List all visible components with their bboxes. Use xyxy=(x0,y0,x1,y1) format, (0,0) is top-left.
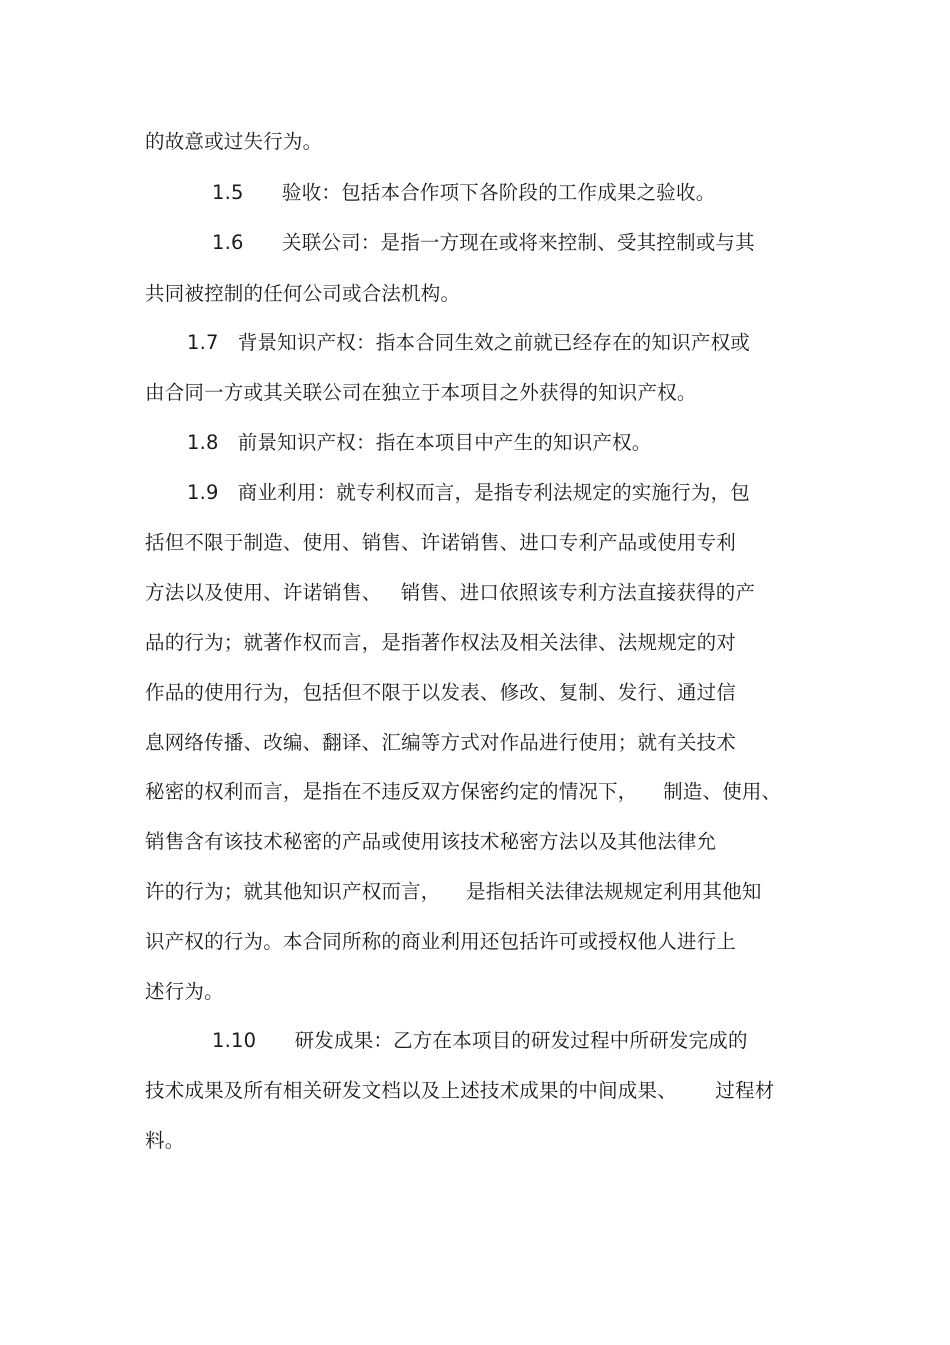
text-line: 方法以及使用、许诺销售、 销售、进口依照该专利方法直接获得的产 xyxy=(145,581,756,604)
text-line: 括但不限于制造、使用、销售、许诺销售、进口专利产品或使用专利 xyxy=(145,531,737,554)
text-line: 共同被控制的任何公司或合法机构。 xyxy=(145,282,461,305)
text-line: 作品的使用行为，包括但不限于以发表、修改、复制、发行、通过信 xyxy=(145,681,737,704)
text-line: 技术成果及所有相关研发文档以及上述技术成果的中间成果、 过程材 xyxy=(145,1079,775,1102)
text-line: 识产权的行为。本合同所称的商业利用还包括许可或授权他人进行上 xyxy=(145,930,737,953)
text-line: 的故意或过失行为。 xyxy=(145,130,323,153)
text-line: 1.10 研发成果：乙方在本项目的研发过程中所研发完成的 xyxy=(212,1029,748,1052)
text-line: 由合同一方或其关联公司在独立于本项目之外获得的知识产权。 xyxy=(145,381,697,404)
text-line: 许的行为；就其他知识产权而言， 是指相关法律法规规定利用其他知 xyxy=(145,880,762,903)
text-line: 料。 xyxy=(145,1129,185,1152)
text-line: 销售含有该技术秘密的产品或使用该技术秘密方法以及其他法律允 xyxy=(145,830,717,853)
text-line: 1.8 前景知识产权：指在本项目中产生的知识产权。 xyxy=(187,431,652,454)
text-line: 品的行为；就著作权而言，是指著作权法及相关法律、法规规定的对 xyxy=(145,631,737,654)
text-line: 1.6 关联公司：是指一方现在或将来控制、受其控制或与其 xyxy=(212,231,755,254)
text-line: 1.9 商业利用：就专利权而言，是指专利法规定的实施行为，包 xyxy=(187,481,751,504)
text-line: 息网络传播、改编、翻译、汇编等方式对作品进行使用；就有关技术 xyxy=(145,731,737,754)
text-line: 秘密的权利而言，是指在不违反双方保密约定的情况下， 制造、使用、 xyxy=(145,780,782,803)
text-line: 1.7 背景知识产权：指本合同生效之前就已经存在的知识产权或 xyxy=(187,331,751,354)
text-line: 1.5 验收：包括本合作项下各阶段的工作成果之验收。 xyxy=(212,181,716,204)
text-line: 述行为。 xyxy=(145,980,224,1003)
